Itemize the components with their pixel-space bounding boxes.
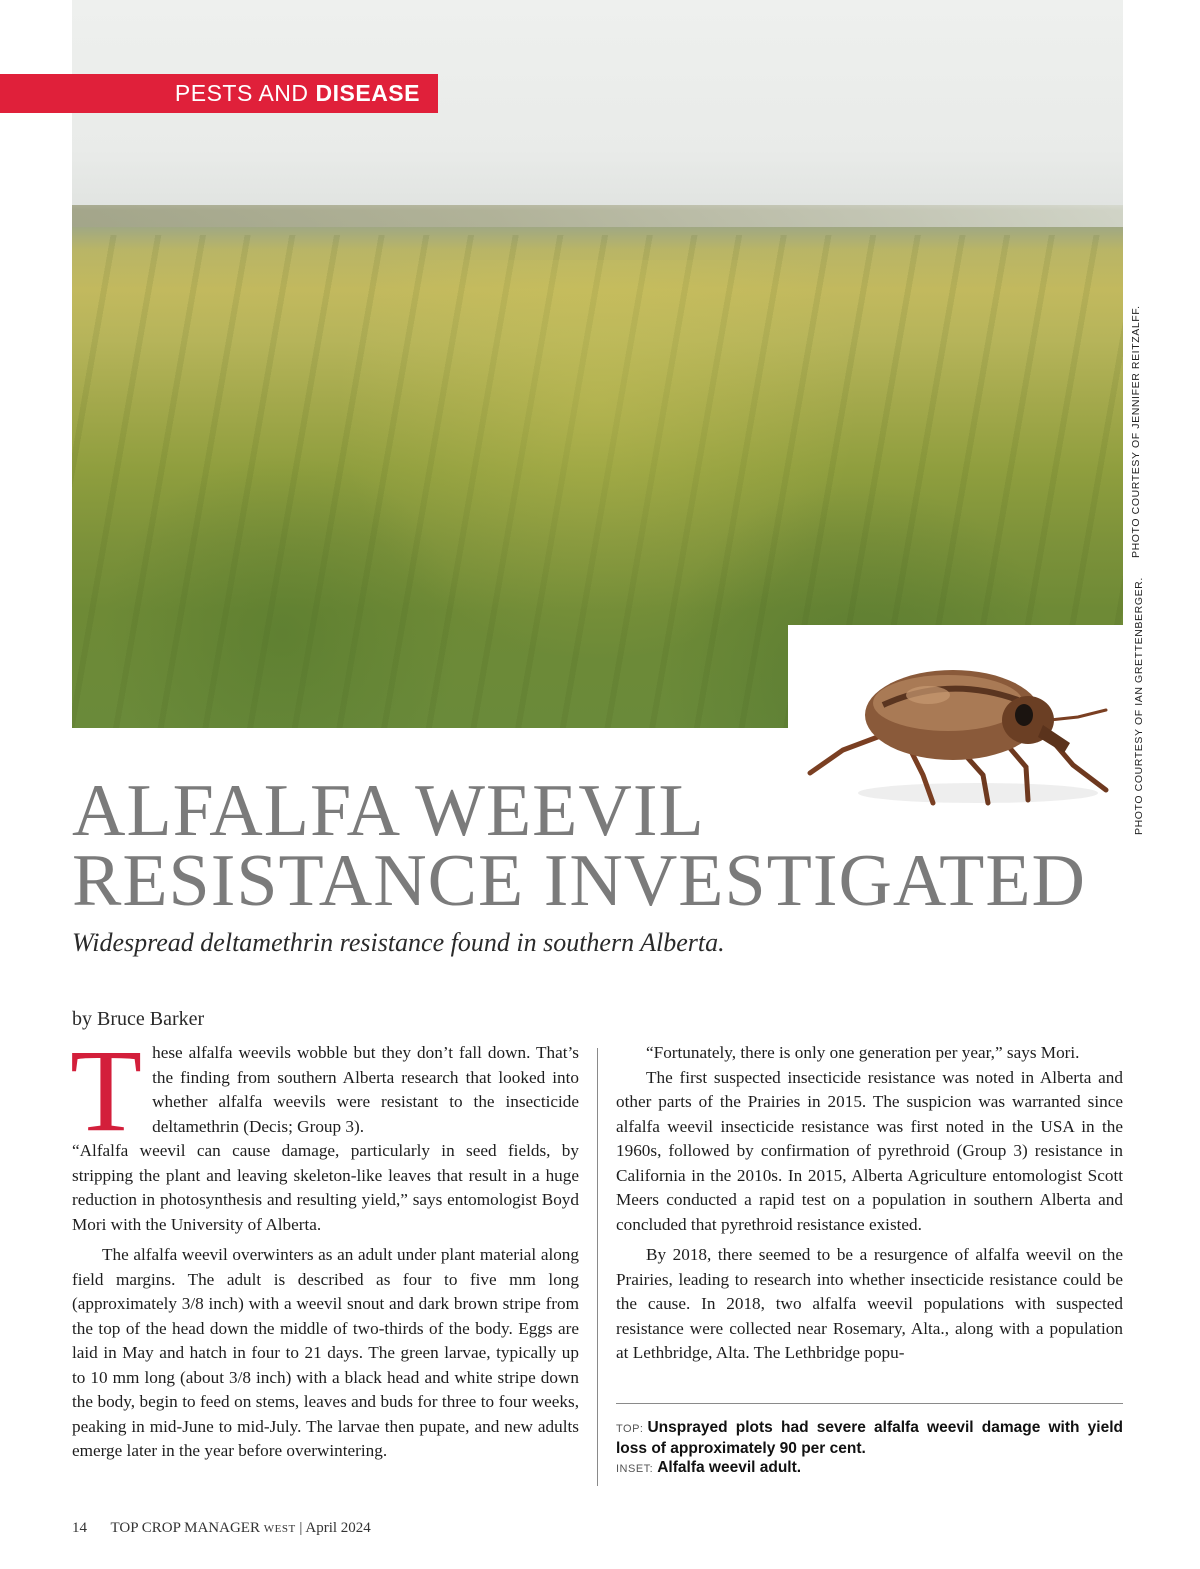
section-label-light: PESTS AND [174,80,309,106]
caption-top-label: TOP: [616,1423,644,1435]
page-footer [72,1520,371,1537]
headline-line-1: ALFALFA WEEVIL [72,770,705,852]
column-divider [597,1048,598,1486]
paragraph: The alfalfa weevil overwinters as an adult under plant material along field margins. The adult is described as four to five mm long (approximately 3/8 inch) with a weevil snout and dark brown stripe from the top of the head down the middle of two-thirds of the body. Eggs are laid in May and hatch in four to 21 days. The green larvae, typically up to 10 mm long (about 3/8 inch) with a black head and white stripe down the body, begin to feed on stems, leaves and buds for three to four weeks, peaking in mid-June to mid-July. The larvae then pupate, and new adults emerge later in the year before overwintering. [72,1245,579,1460]
paragraph: By 2018, there seemed to be a resurgence of alfalfa weevil on the Prairies, leading to research into whether insecticide resistance could be the cause. In 2018, two alfalfa weevil populations with suspected resistance were collected near Rosemary, Alta., along with a population at Lethbridge, Alta. The Lethbridge popu- [616,1245,1123,1362]
article-column-left [70,1025,579,1464]
byline: by Bruce Barker [72,1008,205,1030]
headline [72,770,1132,922]
paragraph-text: hese alfalfa weevils wobble but they don’t fall down. That’s the finding from southern Alberta research that looked into whether alfalfa weevils were resistant to the insecticide deltamethrin (Decis; Group 3). [152,1043,579,1136]
headline-line-2: RESISTANCE INVESTIGATED [72,840,1086,922]
paragraph [70,1025,579,1156]
issue-date: April 2024 [305,1520,371,1536]
section-label-bold: DISEASE [315,80,420,106]
deck: Widespread deltamethrin resistance found in southern Alberta. [72,928,725,957]
magazine-name: TOP CROP MANAGER [110,1520,260,1536]
photo-credit-main: PHOTO COURTESY OF JENNIFER REITZALFF. [1130,305,1142,558]
article-column-right [616,1041,1123,1366]
page-number: 14 [72,1520,87,1536]
footer-separator: | [299,1520,303,1536]
magazine-edition: WEST [263,1523,296,1535]
section-banner [0,74,438,113]
horizon-haze [72,205,1123,227]
paragraph: The first suspected insecticide resistance was noted in Alberta and other parts of the Prairies in 2015. The suspicion was warranted since alfalfa weevil insecticide resistance was first noted in the USA in the 1960s, followed by confirmation of pyrethroid (Group 3) resistance in California in the 2010s. In 2015, Alberta Agriculture entomologist Scott Meers conducted a rapid test on a population in southern Alberta and concluded that pyrethroid resistance existed. [616,1067,1123,1234]
caption-inset-text: Alfalfa weevil adult. [657,1459,802,1476]
caption-inset-label: INSET: [616,1463,654,1475]
photo-captions [616,1418,1123,1479]
caption-inset [616,1458,1123,1479]
photo-credit-inset: PHOTO COURTESY OF IAN GRETTENBERGER. [1133,577,1145,835]
drop-cap: T [70,1025,143,1156]
caption-rule [616,1403,1123,1404]
paragraph: “Fortunately, there is only one generation per year,” says Mori. [646,1043,1080,1062]
paragraph: “Alfalfa weevil can cause damage, particularly in seed fields, by stripping the plant and leaving skeleton-like leaves that result in a huge reduction in photosynthesis and resulting yield,” says entomologist Boyd Mori with the University of Alberta. [72,1141,579,1234]
caption-top-text: Unsprayed plots had severe alfalfa weevil damage with yield loss of approximately 90 per cent. [616,1419,1123,1457]
caption-top [616,1418,1123,1458]
